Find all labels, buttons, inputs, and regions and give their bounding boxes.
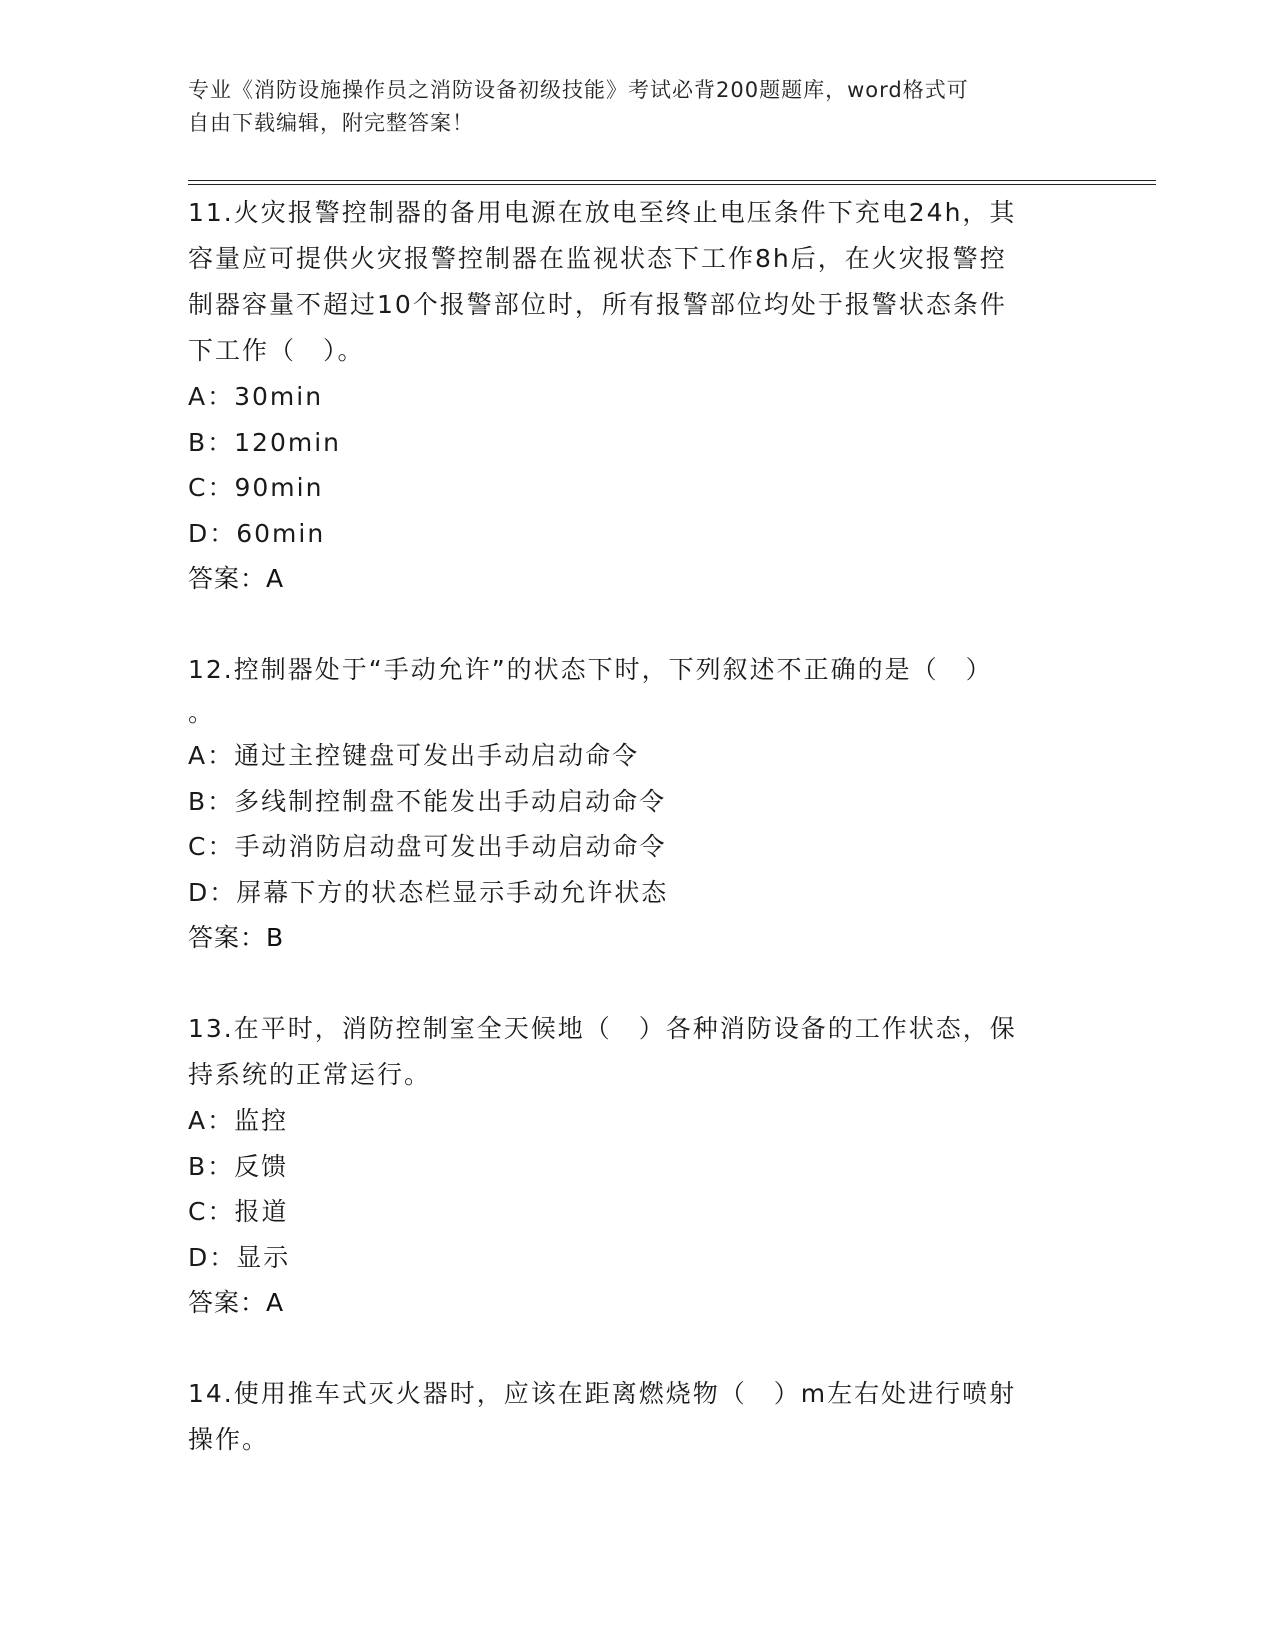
stem-line: 操作。 bbox=[188, 1425, 270, 1454]
option-list bbox=[188, 1098, 1088, 1280]
question-14 bbox=[188, 1371, 1088, 1463]
stem-line: 13.在平时，消防控制室全天候地（ ）各种消防设备的工作状态，保 bbox=[188, 1014, 1017, 1043]
header-line-1: 专业《消防设施操作员之消防设备初级技能》考试必背200题题库，word格式可 bbox=[188, 78, 969, 102]
stem-line: 。 bbox=[188, 698, 216, 727]
answer: 答案：A bbox=[188, 1288, 285, 1317]
question-spacer bbox=[188, 602, 1088, 647]
stem-line: 容量应可提供火灾报警控制器在监视状态下工作8h后，在火灾报警控 bbox=[188, 244, 1007, 273]
option-b: B：120min bbox=[188, 427, 342, 457]
option-list bbox=[188, 733, 1088, 915]
stem-line: 制器容量不超过10个报警部位时，所有报警部位均处于报警状态条件 bbox=[188, 290, 1007, 319]
question-list bbox=[188, 190, 1088, 1463]
question-11 bbox=[188, 190, 1088, 602]
question-stem bbox=[188, 647, 1088, 733]
header-divider-top bbox=[188, 180, 1156, 181]
question-spacer bbox=[188, 1326, 1088, 1371]
stem-line: 持系统的正常运行。 bbox=[188, 1060, 432, 1089]
option-b: B：多线制控制盘不能发出手动启动命令 bbox=[188, 786, 667, 816]
stem-line: 11.火灾报警控制器的备用电源在放电至终止电压条件下充电24h，其 bbox=[188, 198, 1017, 227]
stem-line: 14.使用推车式灭火器时，应该在距离燃烧物（ ）m左右处进行喷射 bbox=[188, 1379, 1017, 1408]
option-d: D：60min bbox=[188, 518, 326, 548]
option-d: D：屏幕下方的状态栏显示手动允许状态 bbox=[188, 877, 669, 907]
stem-line: 12.控制器处于“手动允许”的状态下时，下列叙述不正确的是（ ） bbox=[188, 655, 993, 684]
option-c: C：手动消防启动盘可发出手动启动命令 bbox=[188, 832, 667, 861]
option-b: B：反馈 bbox=[188, 1151, 289, 1181]
header-line-2: 自由下载编辑，附完整答案！ bbox=[188, 111, 474, 135]
question-13 bbox=[188, 1006, 1088, 1326]
question-stem bbox=[188, 1371, 1088, 1463]
question-stem bbox=[188, 190, 1088, 374]
option-list bbox=[188, 374, 1088, 556]
answer: 答案：B bbox=[188, 923, 285, 952]
option-a: A：通过主控键盘可发出手动启动命令 bbox=[188, 741, 640, 770]
question-12 bbox=[188, 647, 1088, 961]
option-c: C：90min bbox=[188, 473, 324, 502]
answer: 答案：A bbox=[188, 564, 285, 593]
option-c: C：报道 bbox=[188, 1197, 289, 1226]
option-a: A：30min bbox=[188, 382, 324, 411]
question-spacer bbox=[188, 961, 1088, 1006]
header-divider-bottom bbox=[188, 184, 1156, 185]
option-a: A：监控 bbox=[188, 1106, 289, 1135]
option-d: D：显示 bbox=[188, 1242, 291, 1272]
document-header bbox=[188, 74, 1088, 140]
stem-line: 下工作（ ）。 bbox=[188, 336, 365, 365]
question-stem bbox=[188, 1006, 1088, 1098]
